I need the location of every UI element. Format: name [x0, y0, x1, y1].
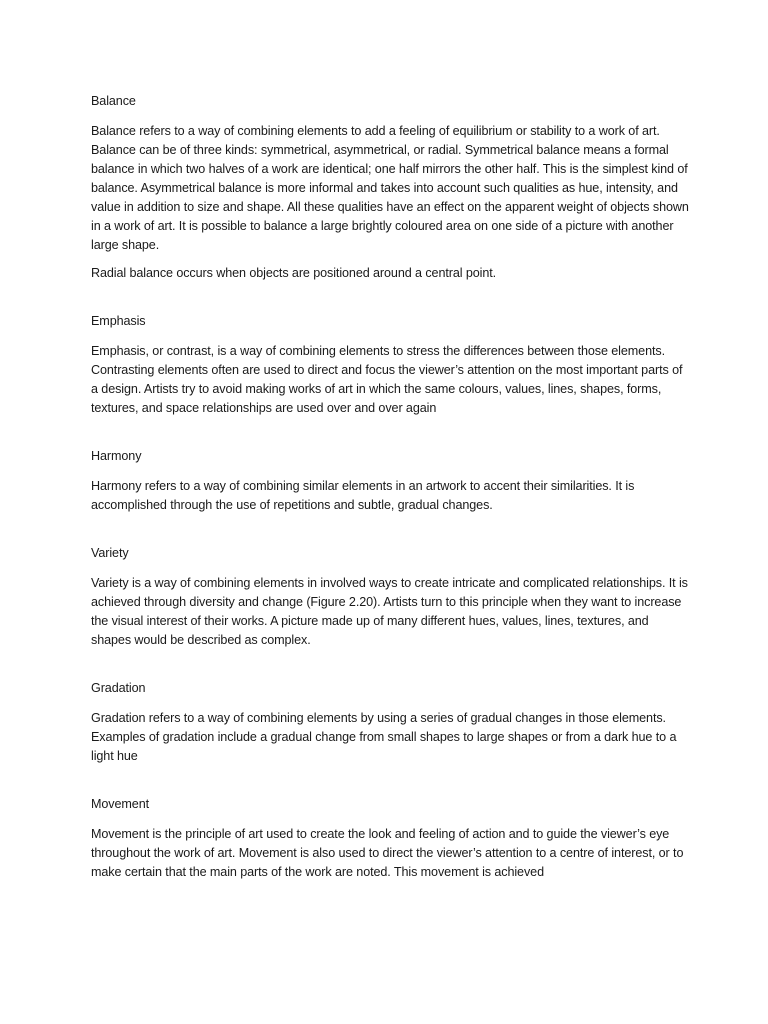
section-paragraph: Radial balance occurs when objects are positioned around a central point. [91, 266, 497, 280]
section-balance [91, 92, 691, 283]
section-harmony [91, 447, 691, 515]
section-paragraph: Gradation refers to a way of combining elements by using a series of gradual changes in those elements. Examples of gradation include a gradual change from small shapes to large shapes or from a dark hue to a light hue [91, 711, 677, 763]
section-paragraph: Balance refers to a way of combining elements to add a feeling of equilibrium or stability to a work of art. Balance can be of three kinds: symmetrical, asymmetrical, or radial. Symmetrical balance means a formal balance in which two halves of a work are identical; one half mirrors the other half. This is the simplest kind of balance. Asymmetrical balance is more informal and takes into account such qualities as hue, intensity, and value in addition to size and shape. All these qualities have an effect on the apparent weight of objects shown in a work of art. It is possible to balance a large brightly coloured area on one side of a picture with another large shape. [91, 124, 689, 252]
section-heading: Variety [91, 546, 129, 560]
section-paragraph: Variety is a way of combining elements in involved ways to create intricate and complicated relationships. It is achieved through diversity and change (Figure 2.20). Artists turn to this principle when they want to increase the visual interest of their works. A picture made up of many different hues, values, lines, textures, and shapes would be described as complex. [91, 576, 688, 647]
section-heading: Movement [91, 797, 149, 811]
section-emphasis [91, 312, 691, 418]
section-heading: Harmony [91, 449, 142, 463]
section-variety [91, 544, 691, 650]
section-movement [91, 795, 691, 882]
section-gradation [91, 679, 691, 766]
section-paragraph: Emphasis, or contrast, is a way of combining elements to stress the differences between those elements. Contrasting elements often are used to direct and focus the viewer’s attention on the most important parts of a design. Artists try to avoid making works of art in which the same colours, values, lines, shapes, forms, textures, and space relationships are used over and over again [91, 344, 683, 415]
section-paragraph: Harmony refers to a way of combining similar elements in an artwork to accent their similarities. It is accomplished through the use of repetitions and subtle, gradual changes. [91, 479, 635, 512]
document-page [91, 92, 691, 891]
section-heading: Emphasis [91, 314, 146, 328]
section-heading: Gradation [91, 681, 146, 695]
section-paragraph: Movement is the principle of art used to create the look and feeling of action and to guide the viewer’s eye throughout the work of art. Movement is also used to direct the viewer’s attention to a centre of interest, or to make certain that the main parts of the work are noted. This movement is achieved [91, 827, 684, 879]
section-heading: Balance [91, 94, 136, 108]
